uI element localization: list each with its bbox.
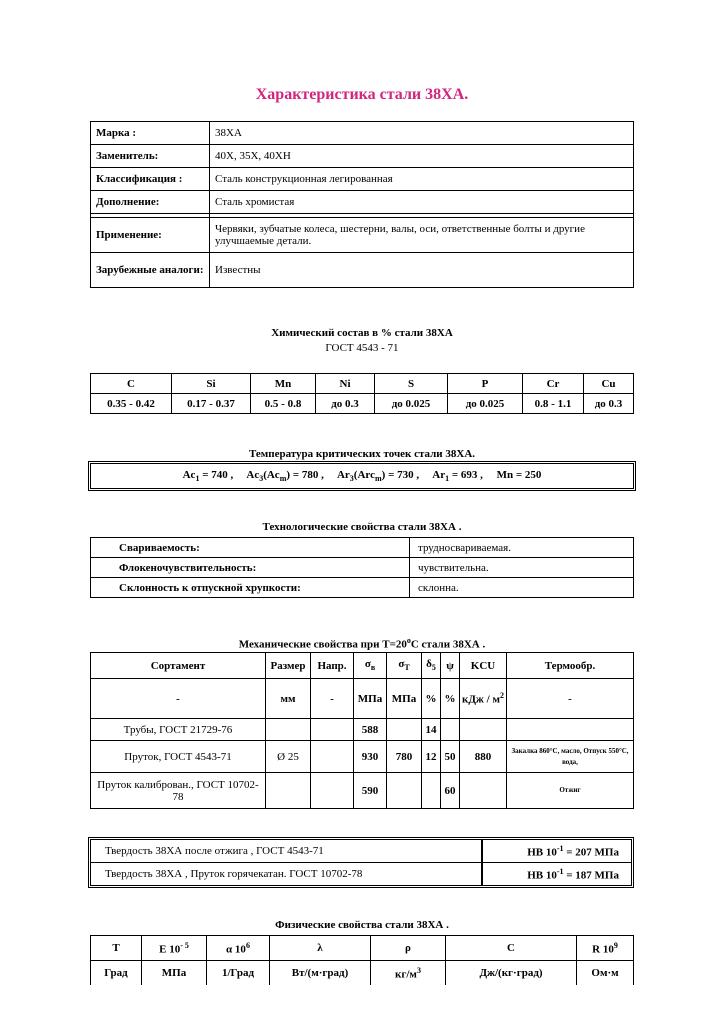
cell-heat: Закалка 860°C, масло, Отпуск 550°C, вода, <box>507 741 634 773</box>
cell-sb: 590 <box>354 773 387 809</box>
table-row <box>91 374 634 394</box>
mn-value: 250 <box>524 469 542 481</box>
col-sortament: Сортамент <box>91 653 266 679</box>
cell-psi: 50 <box>441 741 460 773</box>
cell-d5: 12 <box>422 741 441 773</box>
cell-kcu: 880 <box>460 741 507 773</box>
row-value: Червяки, зубчатые колеса, шестерни, валы, оси, ответственные болты и другие улучшаемые детали. <box>210 218 634 253</box>
table-row <box>91 679 634 719</box>
chem-value: 0.5 - 0.8 <box>251 394 316 414</box>
tech-title: Технологические свойства стали 38ХА . <box>262 521 462 533</box>
phys-u-R: Ом·м <box>577 961 634 986</box>
cell-sort: Пруток, ГОСТ 4543-71 <box>91 741 266 773</box>
tech-table <box>90 537 634 598</box>
chem-value: 0.35 - 0.42 <box>91 394 172 414</box>
table-row <box>91 719 634 741</box>
chem-standard: ГОСТ 4543 - 71 <box>325 342 399 354</box>
phys-table <box>90 935 634 985</box>
col-sigma-t: $\sigma_T$ <box>387 653 422 679</box>
mech-title-b: С стали 38ХА . <box>410 638 486 651</box>
phys-title: Физические свойства стали 38ХА . <box>275 919 449 931</box>
ar1-label: $Ar_1$ = <box>432 469 461 484</box>
unit-psi: % <box>441 679 460 719</box>
phys-u-l: Вт/(м·град) <box>270 961 371 986</box>
tech-key: Склонность к отпускной хрупкости: <box>91 578 410 598</box>
row-value: Сталь конструкционная легированная <box>210 168 634 191</box>
phys-h-R: R $10^9$ <box>577 936 634 961</box>
col-dir: Напр. <box>311 653 354 679</box>
row-key: Применение: <box>91 218 210 253</box>
row-key: Зарубежные аналоги: <box>91 253 210 288</box>
cell-heat: Отжиг <box>507 773 634 809</box>
crit-title: Температура критических точек стали 38ХА. <box>248 448 476 460</box>
row-value: 38ХА <box>210 122 634 145</box>
ar3-value: 730 <box>397 469 414 481</box>
col-kcu: KCU <box>460 653 507 679</box>
row-value: Известны <box>210 253 634 288</box>
cell-kcu <box>460 773 507 809</box>
col-heat: Термообр. <box>507 653 634 679</box>
chem-title: Химический состав в % стали 38ХА <box>271 327 453 339</box>
unit-dir: - <box>311 679 354 719</box>
cell-sort: Трубы, ГОСТ 21729-76 <box>91 719 266 741</box>
row-key: Классификация : <box>91 168 210 191</box>
chem-table <box>90 373 634 414</box>
table-row <box>91 578 634 598</box>
chem-header: C <box>91 374 172 394</box>
phys-h-e: E $10^{- 5}$ <box>142 936 207 961</box>
table-row <box>91 840 632 863</box>
table-row <box>91 394 634 414</box>
crit-line: $Ac_1 = 740$ , $Ac_3(Ac_m) = 780$ , $Ar_3(Arc_m) = 730$ , $Ar_1 = 693$ , Mn = 250 <box>182 469 542 484</box>
table-row <box>91 168 634 191</box>
general-info-table <box>90 121 634 288</box>
ar1-value: 693 <box>460 469 478 481</box>
cell-sort: Пруток калиброван., ГОСТ 10702-78 <box>91 773 266 809</box>
cell-heat <box>507 719 634 741</box>
table-row <box>91 218 634 253</box>
table-row <box>91 961 634 986</box>
phys-u-r: $кг/м^3$ <box>371 961 446 986</box>
cell-size <box>266 773 311 809</box>
table-row <box>91 538 634 558</box>
col-sigma-b: $\sigma_в$ <box>354 653 387 679</box>
chem-header: S <box>375 374 448 394</box>
hardness-value: HB $10^{-1} = 187$ МПа <box>482 863 632 886</box>
cell-dir <box>311 741 354 773</box>
cell-dir <box>311 773 354 809</box>
row-key: Дополнение: <box>91 191 210 214</box>
col-delta5: $\delta_5$ <box>422 653 441 679</box>
cell-sb: 930 <box>354 741 387 773</box>
table-row <box>91 253 634 288</box>
table-row <box>91 145 634 168</box>
phys-h-l: λ <box>270 936 371 961</box>
cell-st <box>387 719 422 741</box>
hardness-value: HB $10^{-1} = 207$ МПа <box>482 840 632 863</box>
chem-value: до 0.3 <box>316 394 375 414</box>
unit-sigma-b: МПа <box>354 679 387 719</box>
chem-header: Mn <box>251 374 316 394</box>
chem-value: до 0.025 <box>448 394 523 414</box>
tech-value: склонна. <box>410 578 634 598</box>
cell-d5: 14 <box>422 719 441 741</box>
phys-u-e: МПа <box>142 961 207 986</box>
table-row <box>91 122 634 145</box>
row-key: Марка : <box>91 122 210 145</box>
chem-value: 0.8 - 1.1 <box>523 394 584 414</box>
chem-header: Cr <box>523 374 584 394</box>
mech-title-a: Механические свойства при Т=20 <box>238 638 407 651</box>
unit-size: мм <box>266 679 311 719</box>
col-psi: ψ <box>441 653 460 679</box>
tech-key: Свариваемость: <box>91 538 410 558</box>
cell-sb: 588 <box>354 719 387 741</box>
table-row <box>91 741 634 773</box>
table-row <box>91 863 632 886</box>
row-key: Заменитель: <box>91 145 210 168</box>
cell-st <box>387 773 422 809</box>
page-title: Характеристика стали 38ХА. <box>255 86 469 103</box>
table-row <box>91 558 634 578</box>
cell-psi: 60 <box>441 773 460 809</box>
hardness-desc: Твердость 38ХА после отжига , ГОСТ 4543-71 <box>105 845 324 857</box>
chem-header: Ni <box>316 374 375 394</box>
row-value: Сталь хромистая <box>210 191 634 214</box>
ac3-value: 780 <box>301 469 319 481</box>
mech-title-sup: o <box>406 636 411 645</box>
crit-box <box>90 463 634 489</box>
phys-h-t: T <box>91 936 142 961</box>
chem-value: 0.17 - 0.37 <box>172 394 251 414</box>
phys-u-t: Град <box>91 961 142 986</box>
tech-value: трудносвариваемая. <box>410 538 634 558</box>
chem-value: до 0.025 <box>375 394 448 414</box>
col-size: Размер <box>266 653 311 679</box>
mech-table <box>90 652 634 809</box>
unit-sigma-t: МПа <box>387 679 422 719</box>
mn-label: Mn = <box>496 469 525 481</box>
ac3-label: $Ac_3(Ac_m)$ = <box>246 469 302 484</box>
table-row <box>91 773 634 809</box>
row-value: 40Х, 35Х, 40ХН <box>210 145 634 168</box>
hardness-table <box>90 839 632 886</box>
chem-header: P <box>448 374 523 394</box>
hardness-desc: Твердость 38ХА , Пруток горячекатан. ГОСТ 10702-78 <box>91 863 483 886</box>
cell-st: 780 <box>387 741 422 773</box>
ac1-label: $Ac_1$ = <box>182 469 212 484</box>
cell-dir <box>311 719 354 741</box>
phys-h-r: ρ <box>371 936 446 961</box>
tech-key: Флокеночувствительность: <box>91 558 410 578</box>
phys-u-a: 1/Град <box>207 961 270 986</box>
cell-size <box>266 719 311 741</box>
ar3-label: $Ar_3(Arc_m)$ = <box>336 469 398 484</box>
chem-header: Cu <box>584 374 634 394</box>
ac1-value: 740 <box>211 469 228 481</box>
cell-psi <box>441 719 460 741</box>
cell-d5 <box>422 773 441 809</box>
chem-value: до 0.3 <box>584 394 634 414</box>
phys-h-c: C <box>446 936 577 961</box>
phys-h-a: α $10^6$ <box>207 936 270 961</box>
unit-delta5: % <box>422 679 441 719</box>
tech-value: чувствительна. <box>410 558 634 578</box>
unit-heat: - <box>507 679 634 719</box>
cell-kcu <box>460 719 507 741</box>
table-row <box>91 191 634 214</box>
unit-sortament: - <box>91 679 266 719</box>
table-row <box>91 936 634 961</box>
cell-size: Ø 25 <box>266 741 311 773</box>
unit-kcu: кДж / $м^2$ <box>460 679 507 719</box>
mech-title <box>0 636 724 651</box>
chem-header: Si <box>172 374 251 394</box>
phys-u-c: Дж/(кг·град) <box>446 961 577 986</box>
table-row <box>91 653 634 679</box>
